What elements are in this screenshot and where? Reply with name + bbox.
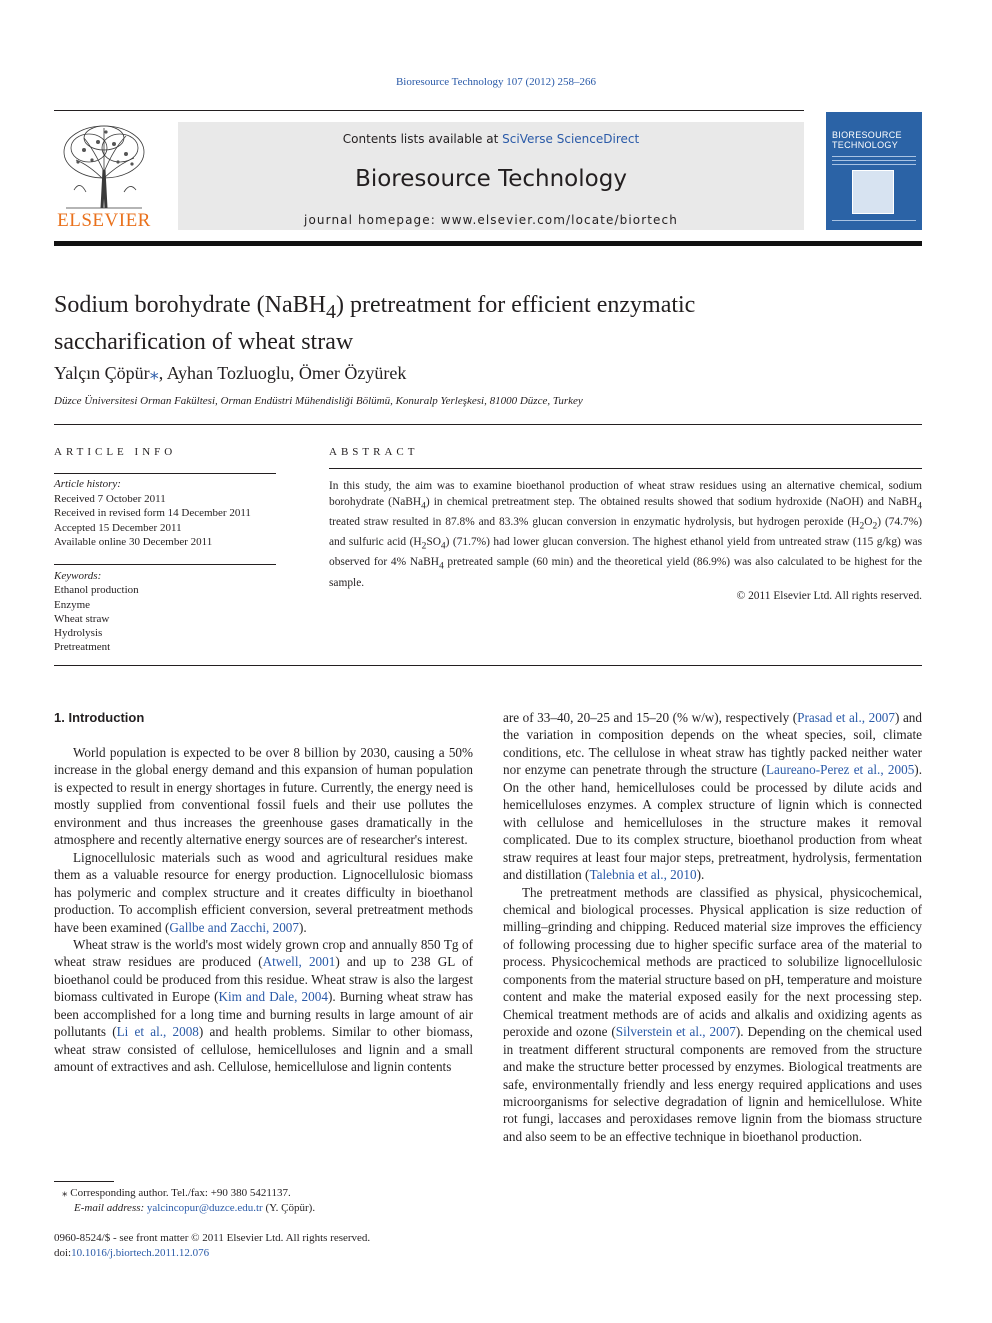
paragraph-text: ). On the other hand, hemicelluloses could be processed by dilute acids and hemicelluloses enzymes. A complex structure of lignin which is connected with cellulose and hemicelluloses in the structure makes it removal complicated. Due to its complex structure, bioethanol production from wheat straw requires at least four major steps, pretreatment, hydrolysis, fermentation and distillation ( <box>503 762 922 883</box>
body-column-right <box>503 709 922 1145</box>
contents-prefix: Contents lists available at <box>342 132 503 146</box>
footnote <box>54 1186 473 1216</box>
abstract-text: O <box>864 516 873 529</box>
citation-link[interactable]: Atwell, 2001 <box>262 954 336 970</box>
cover-rule <box>832 164 916 165</box>
paragraph-text: ). Depending on the chemical used in treatment different structural components are removed from the structure and make the structure better processed by enzymes. Biological treatments are safe, environmentally friendly and less energy required applications and uses microorganisms for selective degradation of lignin and hemicellulose. White rot fungi, laccases and peroxidases remove lignin from the biomass structure and also seem to be an effective technique in bioethanol production. <box>503 1024 922 1144</box>
paragraph-text: ) and up to 238 GL of bioethanol could be produced from this residue. Wheat straw is also the largest biomass cultivated in Europe ( <box>54 954 474 1005</box>
citation-link[interactable]: Kim and Dale, 2004 <box>218 989 328 1005</box>
doi-line <box>54 1246 473 1261</box>
title-part2: ) pretreatment for efficient enzymatic <box>335 292 696 318</box>
body-column-left <box>54 744 473 1076</box>
divider <box>54 665 922 666</box>
journal-homepage[interactable]: journal homepage: www.elsevier.com/locate/biortech <box>304 213 678 227</box>
citation-link[interactable]: Prasad et al., 2007 <box>797 710 895 725</box>
email-label: E-mail address: <box>74 1202 147 1214</box>
cover-rule <box>832 220 916 221</box>
article-history <box>54 477 276 550</box>
footnote-star: ⁎ <box>62 1187 68 1199</box>
paragraph <box>54 849 473 936</box>
masthead-bottom-rule <box>54 241 922 246</box>
cover-rule <box>832 156 916 157</box>
affiliation: Düzce Üniversitesi Orman Fakültesi, Orman Endüstri Mühendisliği Bölümü, Konuralp Yerleşkesi, 81000 Düzce, Turkey <box>54 395 583 407</box>
subscript: 4 <box>440 541 446 552</box>
footnote-text: (Y. Çöpür). <box>262 1202 316 1214</box>
paragraph-text: ) and the variation in composition depends on the wheat species, soil, climate conditions, etc. The cellulose in wheat straw has tightly packed neither water nor enzyme can penetrate through the structure ( <box>503 710 922 778</box>
abstract-text: SO <box>426 536 441 549</box>
subscript: 2 <box>872 521 878 532</box>
corresponding-author-link[interactable]: ⁎ <box>149 363 159 383</box>
paragraph: World population is expected to be over 8 billion by 2030, causing a 50% increase in the global energy demand and this expansion of human population is expected to result in energy shortages in future. Currently, the energy need is mostly supplied from conventional fossil fuels and their use pollutes the environment and thus increases the greenhouse gases dramatically in the atmosphere and recently alternative energy sources are of researcher's interest. <box>54 745 473 848</box>
keyword-item: Ethanol production <box>54 584 139 597</box>
abstract-copyright: © 2011 Elsevier Ltd. All rights reserved. <box>736 590 922 602</box>
subscript: 2 <box>859 521 865 532</box>
masthead-info-box <box>178 122 804 230</box>
contents-line <box>178 132 804 146</box>
abstract-text: treated straw resulted in 87.8% and 83.3% glucan conversion in enzymatic hydrolysis, but hydrogen peroxide (H <box>329 516 860 529</box>
footnote-rule <box>54 1181 114 1182</box>
keyword-item: Pretreatment <box>54 641 111 654</box>
doi-link[interactable]: 10.1016/j.biortech.2011.12.076 <box>71 1246 210 1259</box>
paragraph-text: ). <box>298 919 307 935</box>
title-subscript: 4 <box>325 300 336 323</box>
keyword-item: Enzyme <box>54 598 91 611</box>
paragraph-text: are of 33–40, 20–25 and 15–20 (% w/w), respectively ( <box>503 710 798 725</box>
author-names-rest: , Ayhan Tozluoglu, Ömer Özyürek <box>158 363 407 383</box>
keywords <box>54 569 276 655</box>
history-item: Received in revised form 14 December 2011 <box>54 507 251 519</box>
abstract-text: In this study, the aim was to examine bioethanol production of wheat straw residues using an alternative chemical, sodium borohydrate (NaBH <box>329 480 922 508</box>
section-heading-introduction: 1. Introduction <box>54 710 145 725</box>
article-title <box>54 290 814 357</box>
abstract-text: ) (74.7%) and sulfuric acid (H <box>329 516 922 549</box>
journal-masthead <box>54 110 922 246</box>
divider <box>54 424 922 425</box>
cover-rule <box>832 160 916 161</box>
history-item: Available online 30 December 2011 <box>54 536 213 548</box>
tree-icon <box>54 120 154 210</box>
doi-prefix: doi: <box>54 1246 72 1259</box>
footnote-text: Corresponding author. Tel./fax: +90 380 5421137. <box>67 1187 291 1199</box>
masthead-top-rule <box>54 110 804 111</box>
divider <box>54 564 276 565</box>
subscript: 4 <box>917 501 922 512</box>
keyword-item: Hydrolysis <box>54 627 103 640</box>
paragraph-text: ) and health problems. Similar to other biomass, wheat straw consisted of cellulose, hemicelluloses and lignin and a small amount of extractives and ash. Cellulose, hemicellulose and lignin contents <box>54 1024 473 1075</box>
history-item: Accepted 15 December 2011 <box>54 521 182 534</box>
history-item: Received 7 October 2011 <box>54 492 166 505</box>
email-link[interactable]: yalcincopur@duzce.edu.tr <box>146 1202 263 1214</box>
paragraph <box>503 709 922 884</box>
citation-link[interactable]: Gallbe and Zacchi, 2007 <box>169 919 299 935</box>
abstract-text: ) in chemical pretreatment step. The obtained results showed that sodium hydroxide (NaOH) and NaBH <box>425 495 918 508</box>
subscript: 4 <box>421 501 426 512</box>
citation-link[interactable]: Talebnia et al., 2010 <box>589 867 697 883</box>
abstract-text: ) (71.7%) had lower glucan conversion. The highest ethanol yield from untreated straw (115 g/kg) was observed for 4% NaBH <box>329 536 922 569</box>
divider <box>329 468 922 469</box>
citation-link[interactable]: Li et al., 2008 <box>116 1024 199 1040</box>
journal-cover-thumbnail[interactable] <box>826 112 922 230</box>
footnote-email-line <box>54 1201 473 1216</box>
citation-link[interactable]: Laureano-Perez et al., 2005 <box>765 762 915 778</box>
paragraph-text: Lignocellulosic materials such as wood and agricultural residues make them as a valuable resource for energy production. Lignocellulosic biomass has polymeric and complex structure and it creates difficulty in bioethanol production. To accomplish efficient conversion, several pretreatment methods have been examined ( <box>54 849 473 935</box>
author-name: Yalçın Çöpür <box>54 363 150 383</box>
divider <box>54 473 276 474</box>
paragraph-text: The pretreatment methods are classified as physical, physicochemical, chemical and biological processes. Physical application is size reduction of milling–grinding and chipping. Reduced material size improves the efficiency of following processing due to higher specific surface area of the material to process. Physicochemical methods are practiced to solubilize lignocellulosic components from the material structure based on pH, temperature and moisture content and make the material exposed easily for the next processing step. Chemical treatment methods are of acids and alkalis and oxidizing agents as peroxide and ozone ( <box>503 884 922 1040</box>
abstract-heading: ABSTRACT <box>329 446 419 458</box>
cover-title <box>832 130 918 150</box>
journal-title: Bioresource Technology <box>355 166 627 192</box>
citation-link[interactable]: Silverstein et al., 2007 <box>615 1024 736 1040</box>
abstract-body <box>329 479 922 592</box>
paragraph <box>503 884 922 1146</box>
cover-title-line2: TECHNOLOGY <box>832 140 899 150</box>
title-part1: Sodium borohydrate (NaBH <box>54 292 326 318</box>
footnote-corresponding <box>54 1186 473 1201</box>
elsevier-tree-logo[interactable] <box>54 120 154 232</box>
abstract-text: pretreated sample (60 min) and the theoretical yield (86.9%) was also calculated to be highest for the sample. <box>329 556 922 589</box>
subscript: 4 <box>438 561 444 572</box>
issn-line: 0960-8524/$ - see front matter © 2011 Elsevier Ltd. All rights reserved. <box>54 1232 371 1244</box>
journal-citation-link[interactable]: Bioresource Technology 107 (2012) 258–266 <box>395 76 597 88</box>
subscript: 2 <box>421 541 427 552</box>
cover-title-line1: BIORESOURCE <box>832 130 902 140</box>
author-list <box>54 363 406 384</box>
keyword-item: Wheat straw <box>54 612 110 625</box>
title-line2: saccharification of wheat straw <box>54 328 354 355</box>
cover-image <box>852 170 894 214</box>
front-matter-info <box>54 1231 473 1260</box>
keywords-label: Keywords: <box>54 570 102 582</box>
sciencedirect-link[interactable]: SciVerse ScienceDirect <box>502 132 640 146</box>
paragraph-text: ). <box>696 867 705 883</box>
paragraph-text: Wheat straw is the world's most widely grown crop and annually 850 Tg of wheat straw residues are produced ( <box>54 936 473 970</box>
elsevier-wordmark: ELSEVIER <box>57 210 151 231</box>
paragraph-text: ). Burning wheat straw has been accomplished for a long time and burning results in large amount of air pollutants ( <box>54 989 474 1040</box>
paragraph <box>54 936 473 1076</box>
history-label: Article history: <box>54 478 121 490</box>
article-info-heading: ARTICLE INFO <box>54 446 177 458</box>
